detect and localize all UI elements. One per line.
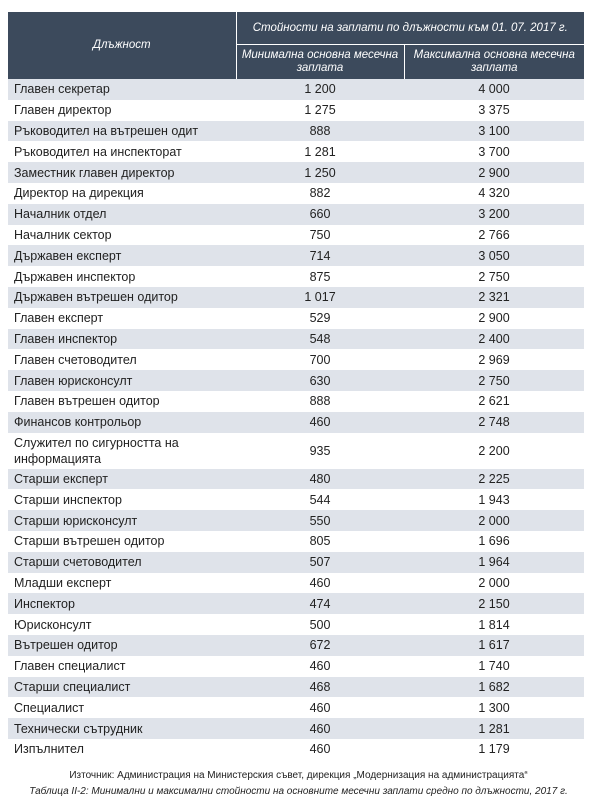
min-salary-cell: 1 275 bbox=[236, 100, 404, 121]
table-row bbox=[8, 489, 584, 510]
position-cell: Заместник главен директор bbox=[8, 162, 236, 183]
max-salary-cell: 2 321 bbox=[404, 287, 584, 308]
min-salary-cell: 1 200 bbox=[236, 79, 404, 100]
min-salary-cell: 875 bbox=[236, 266, 404, 287]
position-cell: Юрисконсулт bbox=[8, 614, 236, 635]
position-cell: Старши експерт bbox=[8, 469, 236, 490]
min-salary-cell: 630 bbox=[236, 370, 404, 391]
salary-table bbox=[8, 12, 584, 760]
position-cell: Държавен вътрешен одитор bbox=[8, 287, 236, 308]
table-row bbox=[8, 204, 584, 225]
min-salary-cell: 672 bbox=[236, 635, 404, 656]
table-row bbox=[8, 510, 584, 531]
position-cell: Вътрешен одитор bbox=[8, 635, 236, 656]
table-row bbox=[8, 469, 584, 490]
position-cell: Началник сектор bbox=[8, 225, 236, 246]
table-row bbox=[8, 141, 584, 162]
position-cell: Старши специалист bbox=[8, 677, 236, 698]
min-salary-cell: 888 bbox=[236, 121, 404, 142]
max-salary-cell: 1 814 bbox=[404, 614, 584, 635]
table-row bbox=[8, 573, 584, 594]
min-salary-cell: 714 bbox=[236, 245, 404, 266]
max-salary-cell: 2 900 bbox=[404, 162, 584, 183]
max-salary-cell: 2 969 bbox=[404, 349, 584, 370]
table-row bbox=[8, 349, 584, 370]
table-row bbox=[8, 433, 584, 469]
table-row bbox=[8, 287, 584, 308]
min-salary-cell: 474 bbox=[236, 593, 404, 614]
table-row bbox=[8, 656, 584, 677]
min-salary-cell: 460 bbox=[236, 412, 404, 433]
table-row bbox=[8, 531, 584, 552]
min-salary-cell: 550 bbox=[236, 510, 404, 531]
table-row bbox=[8, 225, 584, 246]
max-salary-cell: 3 050 bbox=[404, 245, 584, 266]
position-cell: Главен счетоводител bbox=[8, 349, 236, 370]
table-row bbox=[8, 412, 584, 433]
min-salary-cell: 548 bbox=[236, 329, 404, 350]
min-salary-cell: 460 bbox=[236, 739, 404, 760]
max-salary-cell: 1 300 bbox=[404, 697, 584, 718]
max-salary-cell: 1 964 bbox=[404, 552, 584, 573]
position-cell: Главен експерт bbox=[8, 308, 236, 329]
position-cell: Инспектор bbox=[8, 593, 236, 614]
table-body bbox=[8, 79, 584, 760]
table-row bbox=[8, 100, 584, 121]
max-salary-cell: 1 281 bbox=[404, 718, 584, 739]
position-cell: Ръководител на вътрешен одит bbox=[8, 121, 236, 142]
table-row bbox=[8, 593, 584, 614]
position-cell: Изпълнител bbox=[8, 739, 236, 760]
table-row bbox=[8, 614, 584, 635]
max-salary-cell: 1 696 bbox=[404, 531, 584, 552]
table-row bbox=[8, 370, 584, 391]
min-salary-cell: 460 bbox=[236, 573, 404, 594]
min-salary-cell: 888 bbox=[236, 391, 404, 412]
min-salary-cell: 935 bbox=[236, 433, 404, 469]
table-row bbox=[8, 245, 584, 266]
min-salary-cell: 750 bbox=[236, 225, 404, 246]
position-cell: Старши вътрешен одитор bbox=[8, 531, 236, 552]
min-salary-cell: 480 bbox=[236, 469, 404, 490]
min-salary-cell: 460 bbox=[236, 697, 404, 718]
min-salary-cell: 1 281 bbox=[236, 141, 404, 162]
header-position: Длъжност bbox=[8, 12, 236, 79]
min-salary-cell: 700 bbox=[236, 349, 404, 370]
min-salary-cell: 468 bbox=[236, 677, 404, 698]
max-salary-cell: 1 682 bbox=[404, 677, 584, 698]
header-min: Минимална основна месечна заплата bbox=[236, 45, 404, 80]
min-salary-cell: 660 bbox=[236, 204, 404, 225]
position-cell: Ръководител на инспекторат bbox=[8, 141, 236, 162]
position-cell: Специалист bbox=[8, 697, 236, 718]
header-max: Максимална основна месечна заплата bbox=[404, 45, 584, 80]
min-salary-cell: 529 bbox=[236, 308, 404, 329]
header-group: Стойности на заплати по длъжности към 01. 07. 2017 г. bbox=[236, 12, 584, 45]
max-salary-cell: 3 375 bbox=[404, 100, 584, 121]
max-salary-cell: 2 225 bbox=[404, 469, 584, 490]
position-cell: Държавен експерт bbox=[8, 245, 236, 266]
min-salary-cell: 1 017 bbox=[236, 287, 404, 308]
table-row bbox=[8, 308, 584, 329]
position-cell: Служител по сигурността на информацията bbox=[8, 433, 236, 469]
table-row bbox=[8, 79, 584, 100]
table-row bbox=[8, 121, 584, 142]
table-caption: Таблица II-2: Минимални и максимални стойности на основните месечни заплати средно по длъжности, 2017 г. bbox=[29, 786, 568, 797]
max-salary-cell: 2 200 bbox=[404, 433, 584, 469]
table-row bbox=[8, 266, 584, 287]
table-row bbox=[8, 718, 584, 739]
source-note: Източник: Администрация на Министерския съвет, дирекция „Модернизация на администрацията“ bbox=[69, 770, 528, 781]
max-salary-cell: 2 000 bbox=[404, 510, 584, 531]
max-salary-cell: 3 100 bbox=[404, 121, 584, 142]
max-salary-cell: 2 000 bbox=[404, 573, 584, 594]
max-salary-cell: 1 740 bbox=[404, 656, 584, 677]
position-cell: Държавен инспектор bbox=[8, 266, 236, 287]
min-salary-cell: 460 bbox=[236, 718, 404, 739]
position-cell: Главен инспектор bbox=[8, 329, 236, 350]
table-row bbox=[8, 162, 584, 183]
min-salary-cell: 805 bbox=[236, 531, 404, 552]
table-row bbox=[8, 329, 584, 350]
position-cell: Технически сътрудник bbox=[8, 718, 236, 739]
table-header bbox=[8, 12, 584, 79]
position-cell: Главен директор bbox=[8, 100, 236, 121]
max-salary-cell: 2 750 bbox=[404, 266, 584, 287]
position-cell: Главен секретар bbox=[8, 79, 236, 100]
max-salary-cell: 1 943 bbox=[404, 489, 584, 510]
max-salary-cell: 2 900 bbox=[404, 308, 584, 329]
max-salary-cell: 4 000 bbox=[404, 79, 584, 100]
position-cell: Финансов контрольор bbox=[8, 412, 236, 433]
position-cell: Главен вътрешен одитор bbox=[8, 391, 236, 412]
max-salary-cell: 1 617 bbox=[404, 635, 584, 656]
position-cell: Главен юрисконсулт bbox=[8, 370, 236, 391]
max-salary-cell: 3 200 bbox=[404, 204, 584, 225]
min-salary-cell: 1 250 bbox=[236, 162, 404, 183]
table-row bbox=[8, 552, 584, 573]
table-row bbox=[8, 697, 584, 718]
max-salary-cell: 2 750 bbox=[404, 370, 584, 391]
position-cell: Младши експерт bbox=[8, 573, 236, 594]
max-salary-cell: 2 766 bbox=[404, 225, 584, 246]
max-salary-cell: 3 700 bbox=[404, 141, 584, 162]
max-salary-cell: 2 621 bbox=[404, 391, 584, 412]
position-cell: Старши инспектор bbox=[8, 489, 236, 510]
min-salary-cell: 500 bbox=[236, 614, 404, 635]
table-row bbox=[8, 391, 584, 412]
max-salary-cell: 1 179 bbox=[404, 739, 584, 760]
position-cell: Старши счетоводител bbox=[8, 552, 236, 573]
min-salary-cell: 460 bbox=[236, 656, 404, 677]
position-cell: Началник отдел bbox=[8, 204, 236, 225]
table-row bbox=[8, 635, 584, 656]
table-row bbox=[8, 677, 584, 698]
position-cell: Главен специалист bbox=[8, 656, 236, 677]
min-salary-cell: 882 bbox=[236, 183, 404, 204]
table-row bbox=[8, 739, 584, 760]
max-salary-cell: 4 320 bbox=[404, 183, 584, 204]
min-salary-cell: 544 bbox=[236, 489, 404, 510]
position-cell: Директор на дирекция bbox=[8, 183, 236, 204]
max-salary-cell: 2 400 bbox=[404, 329, 584, 350]
max-salary-cell: 2 150 bbox=[404, 593, 584, 614]
table-row bbox=[8, 183, 584, 204]
min-salary-cell: 507 bbox=[236, 552, 404, 573]
max-salary-cell: 2 748 bbox=[404, 412, 584, 433]
position-cell: Старши юрисконсулт bbox=[8, 510, 236, 531]
